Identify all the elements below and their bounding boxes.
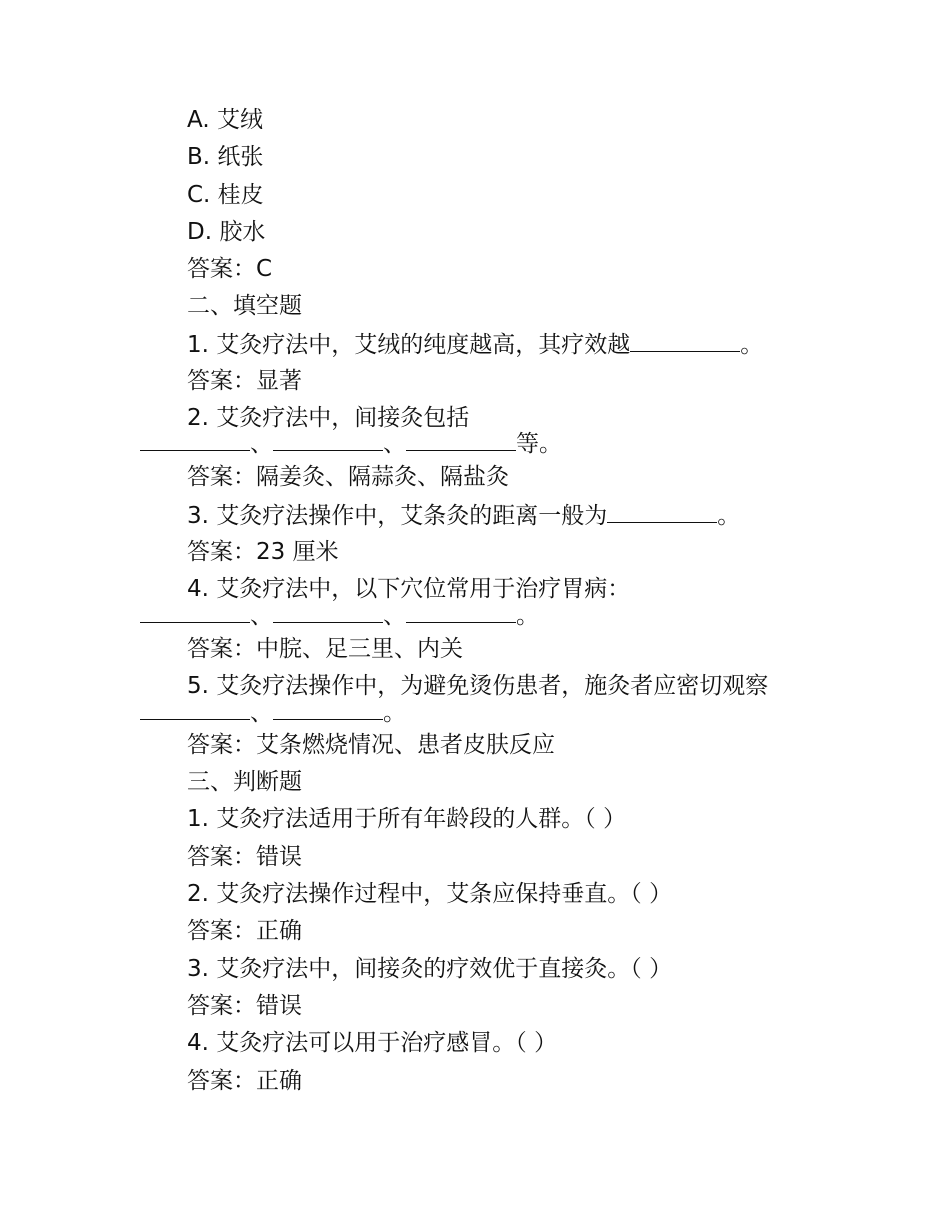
separator: 、	[250, 431, 273, 457]
answer-line: 答案：23 厘米	[187, 539, 339, 565]
fill-question-2: 2. 艾灸疗法中，间接灸包括	[187, 405, 470, 431]
answer-line: 答案：显著	[187, 368, 302, 394]
blank-line	[140, 428, 250, 451]
answer-line: 答案：正确	[187, 1068, 302, 1094]
option-a: A. 艾绒	[187, 107, 263, 133]
blank-line	[607, 500, 717, 523]
option-c: C. 桂皮	[187, 182, 264, 208]
answer-line: 答案：隔姜灸、隔蒜灸、隔盐灸	[187, 464, 509, 490]
fill-question-3	[187, 500, 740, 531]
option-b: B. 纸张	[187, 144, 264, 170]
answer-line: 答案：艾条燃烧情况、患者皮肤反应	[187, 732, 555, 758]
section-title-fill-blank: 二、填空题	[187, 293, 302, 319]
blank-line	[273, 428, 383, 451]
section-title-true-false: 三、判断题	[187, 769, 302, 795]
question-end: 等。	[516, 431, 562, 457]
question-text: 3. 艾灸疗法操作中，艾条灸的距离一般为	[187, 503, 608, 529]
answer-line: 答案：C	[187, 256, 273, 282]
question-end: 。	[383, 700, 406, 726]
option-d: D. 胶水	[187, 219, 266, 245]
tf-question-1: 1. 艾灸疗法适用于所有年龄段的人群。（ ）	[187, 806, 627, 832]
answer-line: 答案：中脘、足三里、内关	[187, 636, 463, 662]
question-text: 1. 艾灸疗法中，艾绒的纯度越高，其疗效越	[187, 332, 631, 358]
separator: 、	[250, 700, 273, 726]
blank-line	[630, 329, 740, 352]
blank-line	[273, 697, 383, 720]
fill-question-4: 4. 艾灸疗法中，以下穴位常用于治疗胃病：	[187, 576, 631, 602]
fill-question-4-blanks	[140, 600, 539, 631]
fill-question-5: 5. 艾灸疗法操作中，为避免烫伤患者，施灸者应密切观察	[187, 673, 769, 699]
question-end: 。	[516, 603, 539, 629]
tf-question-4: 4. 艾灸疗法可以用于治疗感冒。（ ）	[187, 1030, 558, 1056]
blank-line	[140, 697, 250, 720]
blank-line	[273, 600, 383, 623]
question-end: 。	[717, 503, 741, 529]
blank-line	[406, 428, 516, 451]
blank-line	[406, 600, 516, 623]
answer-line: 答案：正确	[187, 918, 302, 944]
separator: 、	[250, 603, 273, 629]
fill-question-1	[187, 329, 763, 360]
fill-question-2-blanks	[140, 428, 562, 459]
answer-line: 答案：错误	[187, 993, 302, 1019]
tf-question-3: 3. 艾灸疗法中，间接灸的疗效优于直接灸。（ ）	[187, 956, 673, 982]
tf-question-2: 2. 艾灸疗法操作过程中，艾条应保持垂直。（ ）	[187, 881, 673, 907]
question-end: 。	[740, 332, 764, 358]
answer-line: 答案：错误	[187, 844, 302, 870]
blank-line	[140, 600, 250, 623]
separator: 、	[383, 603, 406, 629]
separator: 、	[383, 431, 406, 457]
fill-question-5-blanks	[140, 697, 406, 728]
